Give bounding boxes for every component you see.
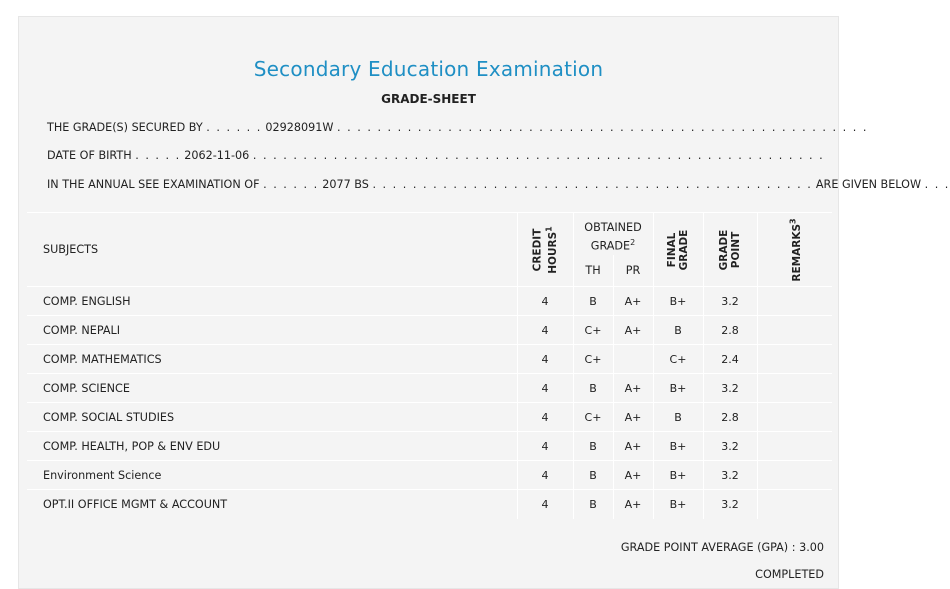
dots: . . .	[924, 178, 950, 191]
dots: . . . . . . . . . . . . . . . . . . . . . . . . . . . . . . . . . . . . . . . . . . . . . . . . . . . . .	[337, 121, 868, 134]
point-cell: 3.2	[703, 432, 757, 461]
credit-cell: 4	[517, 345, 573, 374]
subject-cell: Environment Science	[27, 461, 517, 490]
gpa-summary	[621, 541, 824, 554]
dots: . . . . . .	[263, 178, 319, 191]
status-text: COMPLETED	[755, 568, 824, 581]
th-cell: B	[573, 374, 613, 403]
remarks-cell	[757, 432, 832, 461]
exam-label: IN THE ANNUAL SEE EXAMINATION OF	[47, 178, 260, 191]
header-credit-hours	[517, 213, 573, 287]
pr-cell: A+	[613, 316, 653, 345]
pr-cell: A+	[613, 374, 653, 403]
table-row	[27, 403, 832, 432]
grades-table	[27, 212, 832, 519]
final-cell: B+	[653, 461, 703, 490]
final-cell: B+	[653, 374, 703, 403]
remarks-cell	[757, 374, 832, 403]
info-secured-by	[47, 121, 868, 134]
header-pr: PR	[613, 255, 653, 287]
subject-cell: COMP. SOCIAL STUDIES	[27, 403, 517, 432]
dob-value: 2062-11-06	[184, 149, 250, 162]
subject-cell: COMP. HEALTH, POP & ENV EDU	[27, 432, 517, 461]
pr-cell: A+	[613, 432, 653, 461]
dots: . . . . .	[135, 149, 181, 162]
point-cell: 2.4	[703, 345, 757, 374]
final-cell: B+	[653, 432, 703, 461]
credit-cell: 4	[517, 287, 573, 316]
exam-suffix: ARE GIVEN BELOW	[815, 178, 922, 191]
point-cell: 2.8	[703, 316, 757, 345]
header-final-grade	[653, 213, 703, 287]
obtained-sup: 2	[630, 237, 636, 247]
final-cell: B+	[653, 490, 703, 519]
point-cell: 2.8	[703, 403, 757, 432]
subject-cell: COMP. NEPALI	[27, 316, 517, 345]
th-cell: B	[573, 287, 613, 316]
subject-cell: OPT.II OFFICE MGMT & ACCOUNT	[27, 490, 517, 519]
gpa-label: GRADE POINT AVERAGE (GPA) :	[620, 541, 796, 554]
secured-label: THE GRADE(S) SECURED BY	[47, 121, 203, 134]
table-row	[27, 374, 832, 403]
credit-cell: 4	[517, 374, 573, 403]
credit-cell: 4	[517, 403, 573, 432]
remarks-cell	[757, 345, 832, 374]
final-cell: B+	[653, 287, 703, 316]
th-cell: C+	[573, 316, 613, 345]
table-header-row	[27, 213, 832, 255]
point-cell: 3.2	[703, 461, 757, 490]
th-cell: C+	[573, 403, 613, 432]
header-remarks	[757, 213, 832, 287]
point-cell: 3.2	[703, 287, 757, 316]
grade-sheet	[18, 16, 950, 589]
table-row	[27, 345, 832, 374]
credit-cell: 4	[517, 461, 573, 490]
point-line1: GRADE	[718, 229, 730, 270]
table-row	[27, 287, 832, 316]
dots: . . . . . . . . . . . . . . . . . . . . . . . . . . . . . . . . . . . . . . . . . . . . . . . . . . . . . . . . .	[252, 149, 825, 162]
exam-value: 2077 BS	[322, 178, 369, 191]
obtained-line1: OBTAINED	[584, 220, 642, 234]
dob-label: DATE OF BIRTH	[47, 149, 132, 162]
remarks-cell	[757, 461, 832, 490]
final-line1: FINAL	[666, 232, 678, 267]
dots: . . . . . . . . . . . . . . . . . . . . . . . . . . . . . . . . . . . . . . . . . . . .	[372, 178, 813, 191]
remarks-cell	[757, 490, 832, 519]
table-row	[27, 490, 832, 519]
remarks-label: REMARKS	[790, 223, 803, 282]
remarks-sup: 3	[788, 217, 797, 224]
pr-cell: A+	[613, 403, 653, 432]
credit-sup: 1	[544, 225, 554, 232]
credit-line1: CREDIT	[531, 228, 544, 271]
final-cell: B	[653, 316, 703, 345]
point-cell: 3.2	[703, 490, 757, 519]
pr-cell: A+	[613, 461, 653, 490]
info-date-of-birth	[47, 149, 824, 162]
final-cell: B	[653, 403, 703, 432]
table-row	[27, 461, 832, 490]
table-row	[27, 316, 832, 345]
th-cell: B	[573, 432, 613, 461]
page-title: Secondary Education Examination	[253, 57, 604, 81]
remarks-cell	[757, 316, 832, 345]
pr-cell	[613, 345, 653, 374]
credit-cell: 4	[517, 490, 573, 519]
point-line2: POINT	[730, 231, 742, 268]
th-cell: B	[573, 490, 613, 519]
subject-cell: COMP. SCIENCE	[27, 374, 517, 403]
page-subtitle: GRADE-SHEET	[381, 92, 476, 106]
pr-cell: A+	[613, 490, 653, 519]
point-cell: 3.2	[703, 374, 757, 403]
dots: . . . . . .	[206, 121, 262, 134]
subject-cell: COMP. ENGLISH	[27, 287, 517, 316]
remarks-cell	[757, 403, 832, 432]
secured-value: 02928091W	[265, 121, 334, 134]
remarks-cell	[757, 287, 832, 316]
credit-cell: 4	[517, 432, 573, 461]
th-cell: C+	[573, 345, 613, 374]
table-row	[27, 432, 832, 461]
credit-line2: HOURS	[546, 231, 559, 274]
pr-cell: A+	[613, 287, 653, 316]
gpa-value: 3.00	[799, 541, 824, 554]
header-th: TH	[573, 255, 613, 287]
obtained-line2: GRADE	[590, 239, 631, 253]
credit-cell: 4	[517, 316, 573, 345]
final-line2: GRADE	[678, 229, 690, 270]
header-obtained-grade	[573, 213, 653, 255]
final-cell: C+	[653, 345, 703, 374]
header-subjects: SUBJECTS	[27, 213, 517, 287]
info-exam	[47, 178, 950, 191]
header-grade-point	[703, 213, 757, 287]
subject-cell: COMP. MATHEMATICS	[27, 345, 517, 374]
th-cell: B	[573, 461, 613, 490]
